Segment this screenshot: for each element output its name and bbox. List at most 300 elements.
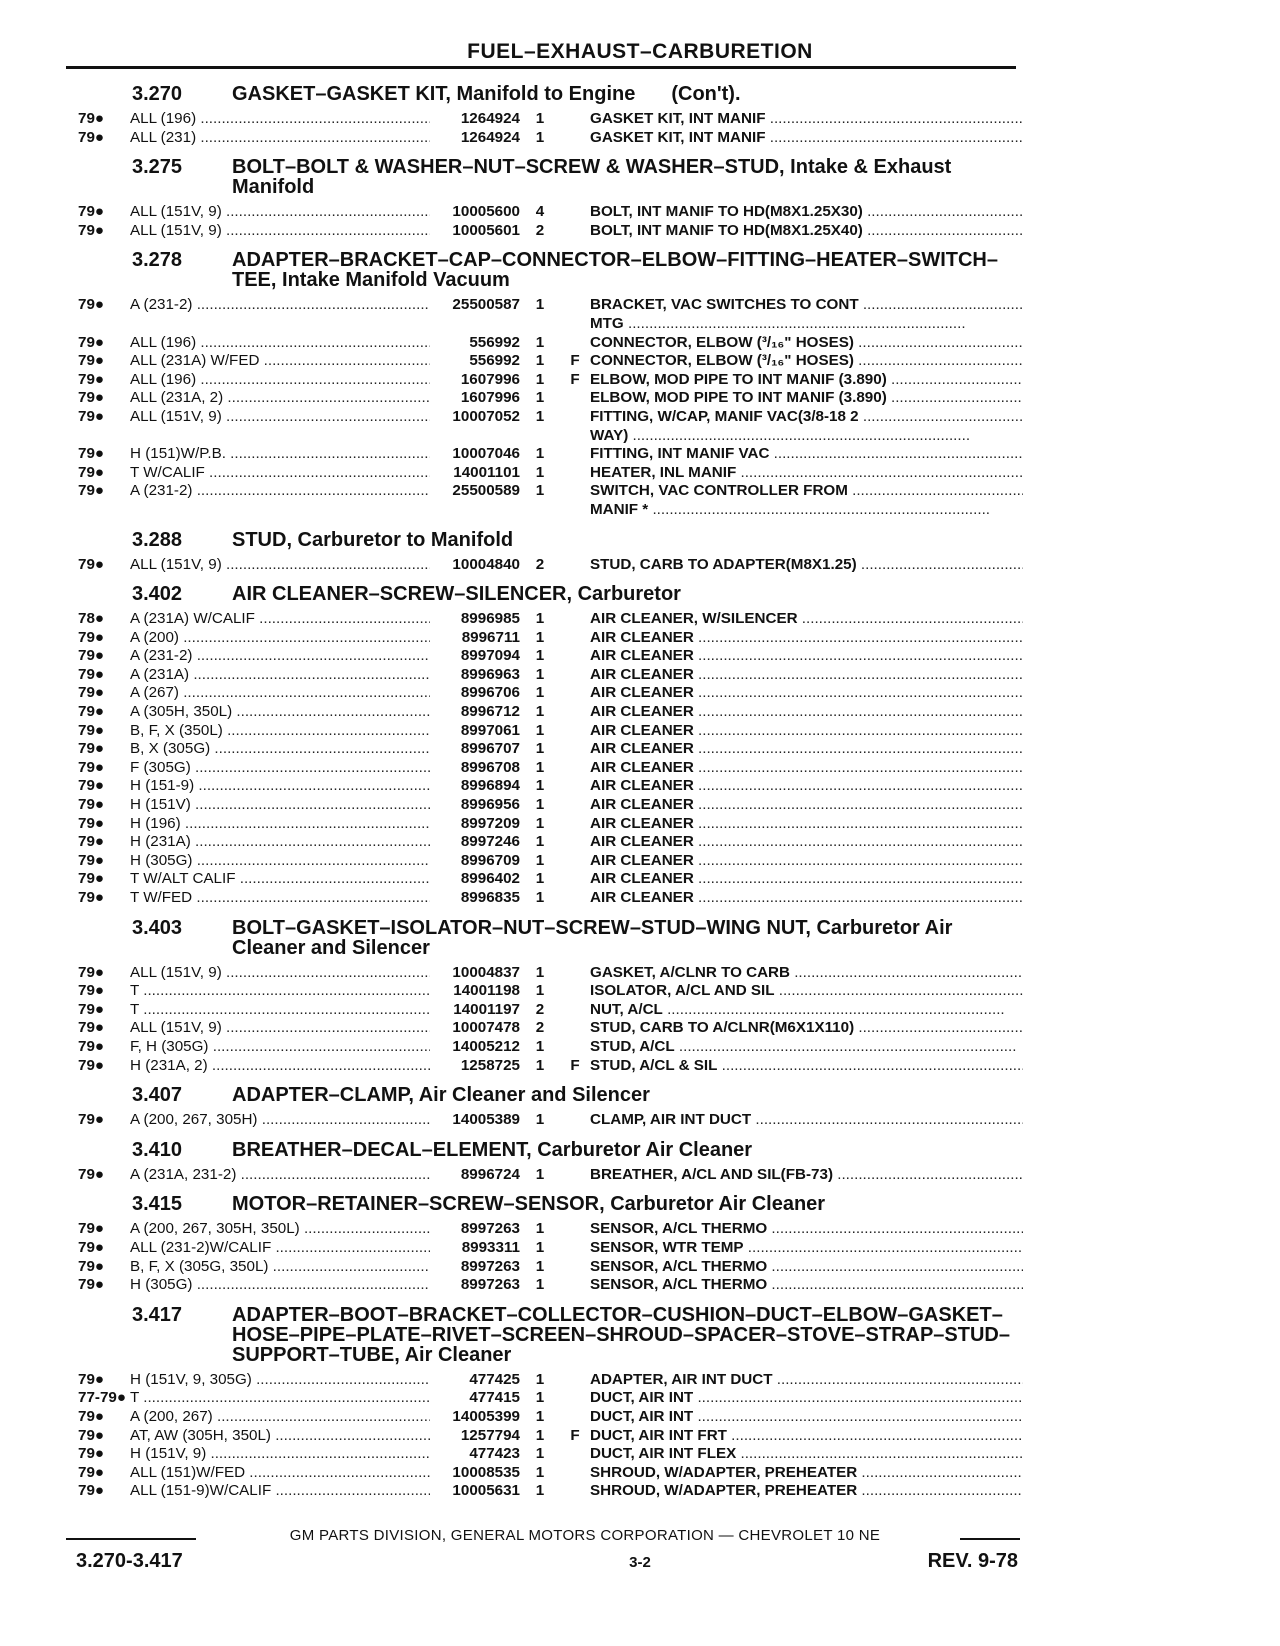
application: ALL (151V, 9) ..... <box>130 556 430 575</box>
part-row <box>78 759 1023 778</box>
part-row <box>78 722 1023 741</box>
section-title <box>232 1305 1023 1365</box>
application: A (267) ..... <box>130 684 430 703</box>
quantity: 1 <box>535 128 545 146</box>
application: ALL (151-9)W/CALIF ..... <box>130 1482 430 1501</box>
section-heading <box>132 1134 1023 1160</box>
part-row <box>78 427 1023 446</box>
part-row <box>78 110 1023 129</box>
application: ALL (151)W/FED ..... <box>130 1464 430 1483</box>
quantity: 1 <box>535 665 545 683</box>
model-year: 77-79● <box>78 1389 127 1407</box>
part-row <box>78 684 1023 703</box>
part-description: SHROUD, W/ADAPTER, PREHEATER ..... <box>590 1464 1023 1483</box>
section-title <box>232 530 1023 550</box>
part-description: STUD, CARB TO ADAPTER(M8X1.25) ..... <box>590 556 1023 575</box>
part-description: CONNECTOR, ELBOW (³/₁₆" HOSES) ..... <box>590 352 1023 371</box>
application: ALL (196) ..... <box>130 110 430 129</box>
quantity: 1 <box>535 1426 545 1444</box>
part-description: ELBOW, MOD PIPE TO INT MANIF (3.890) ..... <box>590 389 1023 408</box>
part-description: ELBOW, MOD PIPE TO INT MANIF (3.890) ..... <box>590 371 1023 390</box>
quantity: 1 <box>535 1445 545 1463</box>
model-year: 79● <box>78 740 105 758</box>
part-row <box>78 1166 1023 1185</box>
application: A (231A) W/CALIF ..... <box>130 610 430 629</box>
application: ALL (231A, 2) ..... <box>130 389 430 408</box>
application: H (305G) ..... <box>130 1276 430 1295</box>
part-description: CONNECTOR, ELBOW (³/₁₆" HOSES) ..... <box>590 334 1023 353</box>
part-number: 8997246 <box>460 833 520 851</box>
part-number: 10005600 <box>452 203 520 221</box>
part-number: 8996402 <box>460 870 520 888</box>
application: A (200) ..... <box>130 629 430 648</box>
application: ALL (151V, 9) ..... <box>130 1019 430 1038</box>
application: A (231-2) ..... <box>130 647 430 666</box>
part-row <box>78 982 1023 1001</box>
part-description: DUCT, AIR INT FLEX ..... <box>590 1445 1023 1464</box>
section-number: 3.410 <box>132 1138 183 1161</box>
quantity: 1 <box>535 1407 545 1425</box>
part-row <box>78 1258 1023 1277</box>
part-number: 8996711 <box>461 628 520 646</box>
part-row <box>78 445 1023 464</box>
section-number: 3.278 <box>132 249 183 272</box>
part-description: BOLT, INT MANIF TO HD(M8X1.25X30) ..... <box>590 203 1023 222</box>
part-number: 10007052 <box>452 407 520 425</box>
model-year: 79● <box>78 296 105 314</box>
part-description: AIR CLEANER ..... <box>590 703 1023 722</box>
quantity: 1 <box>535 110 545 127</box>
application: F, H (305G) ..... <box>130 1038 430 1057</box>
quantity: 1 <box>535 758 545 776</box>
footer-publisher: GM PARTS DIVISION, GENERAL MOTORS CORPORATION — CHEVROLET 10 NE <box>289 1527 881 1544</box>
part-row <box>78 833 1023 852</box>
part-row <box>78 1408 1023 1427</box>
model-year: 79● <box>78 203 105 221</box>
application: ALL (196) ..... <box>130 371 430 390</box>
part-description: AIR CLEANER ..... <box>590 796 1023 815</box>
application: ALL (231A) W/FED ..... <box>130 352 430 371</box>
model-year: 79● <box>78 221 105 239</box>
part-number: 1607996 <box>460 370 520 388</box>
model-year: 79● <box>78 796 105 814</box>
quantity: 1 <box>535 796 545 814</box>
application: A (200, 267, 305H, 350L) ..... <box>130 1220 430 1239</box>
application: ALL (151V, 9) ..... <box>130 408 430 427</box>
model-year: 79● <box>78 1407 105 1425</box>
application: ALL (231) ..... <box>130 129 430 148</box>
quantity: 1 <box>535 982 545 1000</box>
section-3-278 <box>78 244 1023 519</box>
part-description: FITTING, INT MANIF VAC ..... <box>590 445 1023 464</box>
footer-rule-left <box>66 1538 196 1540</box>
section-continued: (Con't). <box>671 83 741 105</box>
section-title <box>232 1194 1023 1214</box>
quantity: 1 <box>535 889 545 906</box>
section-heading <box>132 1299 1023 1365</box>
quantity: 2 <box>535 1000 545 1018</box>
application: T ..... <box>130 1389 430 1408</box>
model-year: 79● <box>78 1482 105 1500</box>
model-year: 78● <box>78 610 105 628</box>
part-row <box>78 1389 1023 1408</box>
part-number: 10007046 <box>452 445 520 463</box>
part-row <box>78 203 1023 222</box>
part-number: 25500589 <box>452 482 520 500</box>
model-year: 79● <box>78 1238 105 1256</box>
application: H (305G) ..... <box>130 852 430 871</box>
section-heading <box>132 524 1023 550</box>
part-description: ADAPTER, AIR INT DUCT ..... <box>590 1371 1023 1390</box>
footer-page-number: 3-2 <box>629 1554 651 1571</box>
part-row <box>78 647 1023 666</box>
part-number: 8997263 <box>460 1276 520 1294</box>
model-year: 79● <box>78 110 105 127</box>
section-3-270 <box>78 78 1023 147</box>
section-title-text: STUD, Carburetor to Manifold <box>232 528 514 551</box>
section-heading <box>132 244 1023 290</box>
flag: F <box>570 352 580 370</box>
section-heading <box>132 1079 1023 1105</box>
part-number: 25500587 <box>452 296 520 314</box>
part-number: 556992 <box>469 333 520 351</box>
part-description: AIR CLEANER ..... <box>590 666 1023 685</box>
application: H (231A, 2) ..... <box>130 1057 430 1076</box>
part-row <box>78 371 1023 390</box>
section-title-text: MOTOR–RETAINER–SCREW–SENSOR, Carburetor Air Cleaner <box>232 1193 826 1216</box>
header-rule <box>66 66 1016 69</box>
part-row <box>78 1019 1023 1038</box>
model-year: 79● <box>78 370 105 388</box>
section-number: 3.417 <box>132 1303 183 1326</box>
part-row <box>78 556 1023 575</box>
section-number: 3.402 <box>132 583 183 606</box>
section-title <box>232 918 1023 958</box>
model-year: 79● <box>78 665 105 683</box>
part-row <box>78 464 1023 483</box>
part-number: 8996835 <box>460 889 520 906</box>
part-number: 1264924 <box>460 128 520 146</box>
quantity: 1 <box>535 352 545 370</box>
quantity: 2 <box>535 1019 545 1037</box>
part-description: AIR CLEANER ..... <box>590 777 1023 796</box>
section-3-410 <box>78 1134 1023 1185</box>
application: A (231-2) ..... <box>130 482 430 501</box>
section-title-text: ADAPTER–BOOT–BRACKET–COLLECTOR–CUSHION–DUCT–ELBOW–GASKET–HOSE–PIPE–PLATE–RIVET–SCREEN–SHROUD–SPACER–STOVE–STRAP–STUD–SUPPORT–TUBE, Air Cleaner <box>232 1303 1010 1366</box>
model-year: 79● <box>78 647 105 665</box>
section-heading <box>132 912 1023 958</box>
model-year: 79● <box>78 1276 105 1294</box>
model-year: 79● <box>78 389 105 407</box>
application: B, F, X (305G, 350L) ..... <box>130 1258 430 1277</box>
part-number: 8997263 <box>460 1220 520 1238</box>
quantity: 1 <box>535 1463 545 1481</box>
part-row <box>78 1427 1023 1446</box>
model-year: 79● <box>78 1463 105 1481</box>
quantity: 1 <box>535 963 545 981</box>
application: B, F, X (350L) ..... <box>130 722 430 741</box>
part-description: AIR CLEANER ..... <box>590 815 1023 834</box>
quantity: 1 <box>535 1370 545 1388</box>
model-year: 79● <box>78 721 105 739</box>
part-number: 8996956 <box>460 796 520 814</box>
part-description: GASKET KIT, INT MANIF ..... <box>590 110 1023 129</box>
application: A (231A) ..... <box>130 666 430 685</box>
section-title-text: ADAPTER–BRACKET–CAP–CONNECTOR–ELBOW–FITTING–HEATER–SWITCH–TEE, Intake Manifold Vacuum <box>232 249 998 292</box>
part-row <box>78 408 1023 427</box>
flag: F <box>570 1426 580 1444</box>
application: A (305H, 350L) ..... <box>130 703 430 722</box>
part-row <box>78 815 1023 834</box>
quantity: 1 <box>535 740 545 758</box>
part-description: DUCT, AIR INT FRT ..... <box>590 1427 1023 1446</box>
model-year: 79● <box>78 833 105 851</box>
part-number: 10004837 <box>452 963 520 981</box>
footer-section-range: 3.270-3.417 <box>76 1550 183 1572</box>
part-number: 477423 <box>469 1445 520 1463</box>
quantity: 1 <box>535 463 545 481</box>
part-description: STUD, A/CL ..... <box>590 1038 1023 1057</box>
section-3-415 <box>78 1188 1023 1294</box>
model-year: 79● <box>78 777 105 795</box>
section-title-text: ADAPTER–CLAMP, Air Cleaner and Silencer <box>232 1084 650 1107</box>
application: T ..... <box>130 1001 430 1020</box>
part-row <box>78 1445 1023 1464</box>
part-number: 14001198 <box>453 982 520 1000</box>
part-description: GASKET, A/CLNR TO CARB ..... <box>590 964 1023 983</box>
part-description: STUD, CARB TO A/CLNR(M6X1X110) ..... <box>590 1019 1023 1038</box>
quantity: 1 <box>535 1037 545 1055</box>
part-number: 14001197 <box>453 1000 520 1018</box>
model-year: 79● <box>78 684 105 702</box>
part-description: SENSOR, A/CL THERMO ..... <box>590 1220 1023 1239</box>
part-number: 1258725 <box>460 1056 520 1074</box>
section-number: 3.288 <box>132 528 183 551</box>
part-description: AIR CLEANER ..... <box>590 722 1023 741</box>
application: ALL (151V, 9) ..... <box>130 964 430 983</box>
part-number: 14005212 <box>452 1037 520 1055</box>
part-description: AIR CLEANER ..... <box>590 889 1023 908</box>
part-row <box>78 703 1023 722</box>
part-description: FITTING, W/CAP, MANIF VAC(3/8-18 2 ..... <box>590 408 1023 427</box>
part-description: WAY) ..... <box>590 427 1023 446</box>
part-row <box>78 629 1023 648</box>
application: T ..... <box>130 982 430 1001</box>
quantity: 1 <box>535 628 545 646</box>
section-title <box>232 584 1023 604</box>
part-number: 10005601 <box>452 221 520 239</box>
part-description: AIR CLEANER ..... <box>590 833 1023 852</box>
model-year: 79● <box>78 1037 105 1055</box>
section-3-403 <box>78 912 1023 1076</box>
page-header-title: FUEL–EXHAUST–CARBURETION <box>467 40 813 63</box>
part-number: 8997094 <box>460 647 520 665</box>
model-year: 79● <box>78 1019 105 1037</box>
application: B, X (305G) ..... <box>130 740 430 759</box>
quantity: 2 <box>535 221 545 239</box>
quantity: 1 <box>535 647 545 665</box>
quantity: 1 <box>535 814 545 832</box>
section-3-275 <box>78 151 1023 240</box>
part-number: 14001101 <box>453 463 520 481</box>
quantity: 1 <box>535 684 545 702</box>
part-number: 1257794 <box>460 1426 520 1444</box>
application: ALL (196) ..... <box>130 334 430 353</box>
part-description: DUCT, AIR INT ..... <box>590 1389 1023 1408</box>
application: F (305G) ..... <box>130 759 430 778</box>
application: A (231A, 231-2) ..... <box>130 1166 430 1185</box>
part-number: 8996709 <box>460 851 520 869</box>
part-number: 10005631 <box>452 1482 520 1500</box>
part-number: 8996894 <box>460 777 520 795</box>
part-description: STUD, A/CL & SIL ..... <box>590 1057 1023 1076</box>
section-title <box>232 1140 1023 1160</box>
section-number: 3.275 <box>132 156 183 179</box>
section-number: 3.270 <box>132 83 183 105</box>
part-description: AIR CLEANER ..... <box>590 684 1023 703</box>
part-description: AIR CLEANER ..... <box>590 629 1023 648</box>
part-row <box>78 1239 1023 1258</box>
quantity: 1 <box>535 1165 545 1183</box>
part-number: 1264924 <box>460 110 520 127</box>
part-description: CLAMP, AIR INT DUCT ..... <box>590 1111 1023 1130</box>
quantity: 1 <box>535 370 545 388</box>
section-title-text: BOLT–BOLT & WASHER–NUT–SCREW & WASHER–STUD, Intake & Exhaust Manifold <box>232 156 952 199</box>
part-number: 10008535 <box>452 1463 520 1481</box>
part-number: 8996707 <box>460 740 520 758</box>
quantity: 1 <box>535 610 545 628</box>
model-year: 79● <box>78 445 105 463</box>
part-row <box>78 1220 1023 1239</box>
part-number: 8997209 <box>460 814 520 832</box>
model-year: 79● <box>78 352 105 370</box>
quantity: 1 <box>535 1276 545 1294</box>
model-year: 79● <box>78 1370 105 1388</box>
quantity: 1 <box>535 1257 545 1275</box>
part-row <box>78 1482 1023 1501</box>
model-year: 79● <box>78 982 105 1000</box>
quantity: 1 <box>535 851 545 869</box>
part-description: AIR CLEANER ..... <box>590 759 1023 778</box>
model-year: 79● <box>78 814 105 832</box>
part-description: SENSOR, A/CL THERMO ..... <box>590 1258 1023 1277</box>
part-description: MANIF * ..... <box>590 501 1023 520</box>
part-row <box>78 852 1023 871</box>
section-number: 3.403 <box>132 916 183 939</box>
quantity: 1 <box>535 296 545 314</box>
model-year: 79● <box>78 1426 105 1444</box>
application: ALL (151V, 9) ..... <box>130 222 430 241</box>
application: ALL (231-2)W/CALIF ..... <box>130 1239 430 1258</box>
model-year: 79● <box>78 333 105 351</box>
application: H (151V) ..... <box>130 796 430 815</box>
part-row <box>78 964 1023 983</box>
application: H (151-9) ..... <box>130 777 430 796</box>
quantity: 1 <box>535 870 545 888</box>
section-number: 3.415 <box>132 1193 183 1216</box>
part-row <box>78 1038 1023 1057</box>
part-row <box>78 296 1023 315</box>
part-number: 477415 <box>469 1389 520 1407</box>
quantity: 1 <box>535 1238 545 1256</box>
model-year: 79● <box>78 1445 105 1463</box>
part-row <box>78 740 1023 759</box>
part-row <box>78 389 1023 408</box>
section-3-402 <box>78 578 1023 908</box>
section-heading <box>132 578 1023 604</box>
part-number: 477425 <box>469 1370 520 1388</box>
section-3-288 <box>78 524 1023 575</box>
parts-listing <box>78 78 1023 1505</box>
part-description: DUCT, AIR INT ..... <box>590 1408 1023 1427</box>
part-description: MTG ..... <box>590 315 1023 334</box>
application: ALL (151V, 9) ..... <box>130 203 430 222</box>
quantity: 1 <box>535 333 545 351</box>
section-title-text: BREATHER–DECAL–ELEMENT, Carburetor Air Cleaner <box>232 1138 753 1161</box>
part-number: 556992 <box>469 352 520 370</box>
section-title <box>232 157 1023 197</box>
part-number: 8996708 <box>460 758 520 776</box>
model-year: 79● <box>78 758 105 776</box>
part-row <box>78 610 1023 629</box>
part-row <box>78 501 1023 520</box>
quantity: 1 <box>535 777 545 795</box>
part-row <box>78 889 1023 908</box>
application: A (231-2) ..... <box>130 296 430 315</box>
part-description: ISOLATOR, A/CL AND SIL ..... <box>590 982 1023 1001</box>
part-description: AIR CLEANER ..... <box>590 852 1023 871</box>
application: T W/ALT CALIF ..... <box>130 870 430 889</box>
part-number: 8996985 <box>460 610 520 628</box>
section-title <box>232 250 1023 290</box>
application: A (200, 267) ..... <box>130 1408 430 1427</box>
model-year: 79● <box>78 555 105 573</box>
part-number: 8997263 <box>460 1257 520 1275</box>
part-row <box>78 796 1023 815</box>
part-number: 8996706 <box>460 684 520 702</box>
section-heading <box>132 151 1023 197</box>
part-description: BREATHER, A/CL AND SIL(FB-73) ..... <box>590 1166 1023 1185</box>
model-year: 79● <box>78 1220 105 1238</box>
model-year: 79● <box>78 870 105 888</box>
flag: F <box>570 1056 580 1074</box>
application: H (151)W/P.B. ..... <box>130 445 430 464</box>
part-row <box>78 1464 1023 1483</box>
part-row <box>78 222 1023 241</box>
model-year: 79● <box>78 1056 105 1074</box>
part-description: SHROUD, W/ADAPTER, PREHEATER ..... <box>590 1482 1023 1501</box>
part-row <box>78 777 1023 796</box>
model-year: 79● <box>78 1000 105 1018</box>
model-year: 79● <box>78 482 105 500</box>
model-year: 79● <box>78 463 105 481</box>
quantity: 4 <box>535 203 545 221</box>
application: H (196) ..... <box>130 815 430 834</box>
part-number: 1607996 <box>460 389 520 407</box>
part-number: 8993311 <box>461 1238 520 1256</box>
quantity: 1 <box>535 1482 545 1500</box>
part-description: BRACKET, VAC SWITCHES TO CONT ..... <box>590 296 1023 315</box>
application: T W/CALIF ..... <box>130 464 430 483</box>
section-3-417 <box>78 1299 1023 1501</box>
quantity: 1 <box>535 1389 545 1407</box>
application: H (231A) ..... <box>130 833 430 852</box>
part-number: 8997061 <box>460 721 520 739</box>
section-3-407 <box>78 1079 1023 1130</box>
part-row <box>78 870 1023 889</box>
part-row <box>78 1111 1023 1130</box>
model-year: 79● <box>78 128 105 146</box>
